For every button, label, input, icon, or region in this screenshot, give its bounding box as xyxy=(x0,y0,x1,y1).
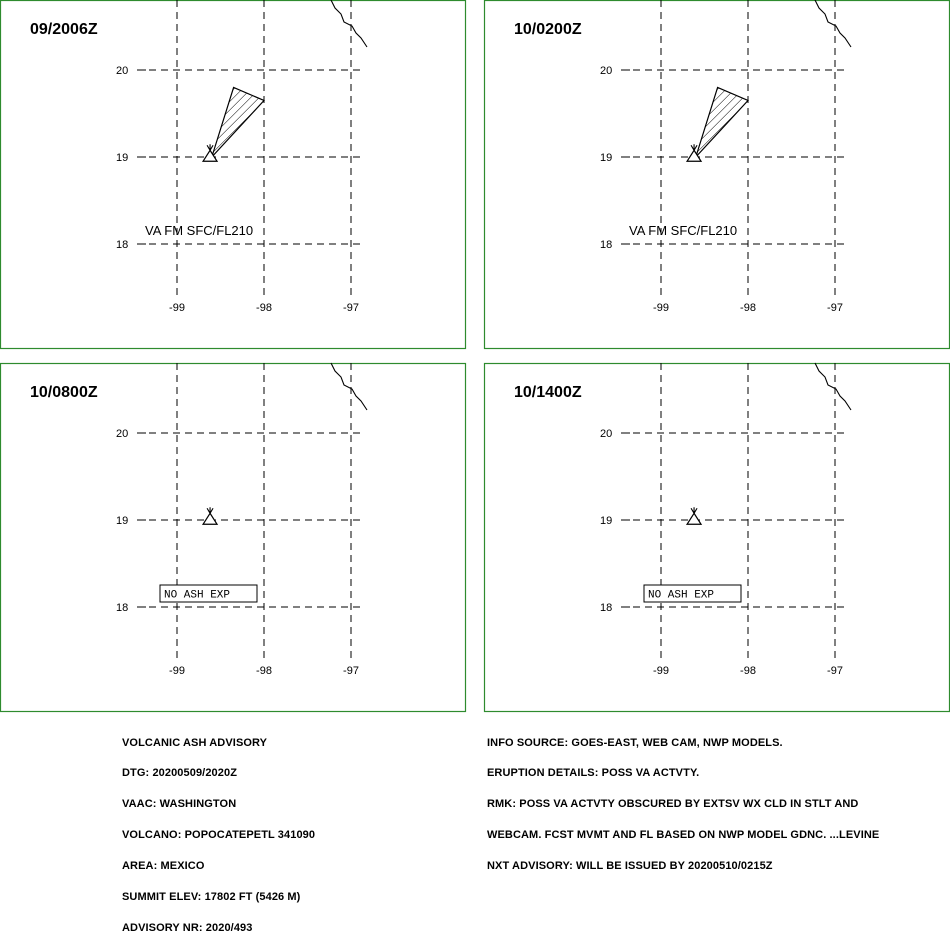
latitude-label: 19 xyxy=(600,515,613,527)
latitude-label: 19 xyxy=(116,515,129,527)
longitude-label: -98 xyxy=(256,302,272,314)
coastline xyxy=(331,0,367,47)
advisory-line: DTG: 20200509/2020Z xyxy=(122,767,238,780)
longitude-label: -99 xyxy=(653,665,669,677)
eruption-plume-icon xyxy=(207,507,213,513)
longitude-label: -97 xyxy=(827,302,843,314)
map-panel xyxy=(485,363,950,712)
map-panel xyxy=(485,0,950,349)
latitude-label: 18 xyxy=(116,602,129,614)
flight-level-label: VA FM SFC/FL210 xyxy=(629,223,738,238)
advisory-line: NXT ADVISORY: WILL BE ISSUED BY 20200510/0215Z xyxy=(487,860,773,873)
latitude-label: 20 xyxy=(600,65,613,77)
advisory-line: ADVISORY NR: 2020/493 xyxy=(122,921,253,934)
advisory-line: VOLCANIC ASH ADVISORY xyxy=(122,736,268,749)
longitude-label: -98 xyxy=(740,302,756,314)
advisory-line: AREA: MEXICO xyxy=(122,860,205,873)
advisory-line: INFO SOURCE: GOES-EAST, WEB CAM, NWP MODELS. xyxy=(487,736,783,749)
advisory-remarks-block xyxy=(487,717,879,882)
panel-frame xyxy=(1,1,466,349)
latitude-label: 20 xyxy=(600,428,613,440)
forecast-time-label: 09/2006Z xyxy=(30,21,98,38)
no-ash-label: NO ASH EXP xyxy=(648,589,715,602)
latitude-label: 18 xyxy=(116,239,129,251)
latitude-label: 20 xyxy=(116,428,129,440)
longitude-label: -98 xyxy=(740,665,756,677)
map-panel xyxy=(1,363,466,712)
advisory-line: ERUPTION DETAILS: POSS VA ACTVTY. xyxy=(487,767,700,780)
forecast-time-label: 10/0200Z xyxy=(514,21,582,38)
longitude-label: -99 xyxy=(653,302,669,314)
advisory-line: VAAC: WASHINGTON xyxy=(122,798,237,811)
advisory-line: WEBCAM. FCST MVMT AND FL BASED ON NWP MODEL GDNC. ...LEVINE xyxy=(487,829,880,842)
longitude-label: -99 xyxy=(169,665,185,677)
longitude-label: -98 xyxy=(256,665,272,677)
longitude-label: -97 xyxy=(343,302,359,314)
eruption-plume-icon xyxy=(691,144,697,150)
latitude-label: 18 xyxy=(600,239,613,251)
latitude-label: 18 xyxy=(600,602,613,614)
no-ash-label: NO ASH EXP xyxy=(164,589,231,602)
volcano-triangle-icon xyxy=(687,513,701,524)
flight-level-label: VA FM SFC/FL210 xyxy=(145,223,254,238)
longitude-label: -97 xyxy=(343,665,359,677)
eruption-plume-icon xyxy=(207,144,213,150)
panel-frame xyxy=(485,1,950,349)
panel-frame xyxy=(1,364,466,712)
map-panel xyxy=(1,0,466,349)
latitude-label: 19 xyxy=(116,152,129,164)
eruption-plume-icon xyxy=(691,507,697,513)
panel-frame xyxy=(485,364,950,712)
longitude-label: -97 xyxy=(827,665,843,677)
ash-cloud-polygon xyxy=(696,87,748,157)
latitude-label: 19 xyxy=(600,152,613,164)
ash-cloud-polygon xyxy=(212,87,264,157)
advisory-line: RMK: POSS VA ACTVTY OBSCURED BY EXTSV WX CLD IN STLT AND xyxy=(487,798,859,811)
longitude-label: -99 xyxy=(169,302,185,314)
advisory-header-block xyxy=(122,717,315,944)
latitude-label: 20 xyxy=(116,65,129,77)
volcano-triangle-icon xyxy=(203,513,217,524)
forecast-time-label: 10/0800Z xyxy=(30,384,98,401)
coastline xyxy=(331,363,367,410)
coastline xyxy=(815,363,851,410)
advisory-line: SUMMIT ELEV: 17802 FT (5426 M) xyxy=(122,891,301,904)
coastline xyxy=(815,0,851,47)
advisory-line: VOLCANO: POPOCATEPETL 341090 xyxy=(122,829,316,842)
forecast-time-label: 10/1400Z xyxy=(514,384,582,401)
